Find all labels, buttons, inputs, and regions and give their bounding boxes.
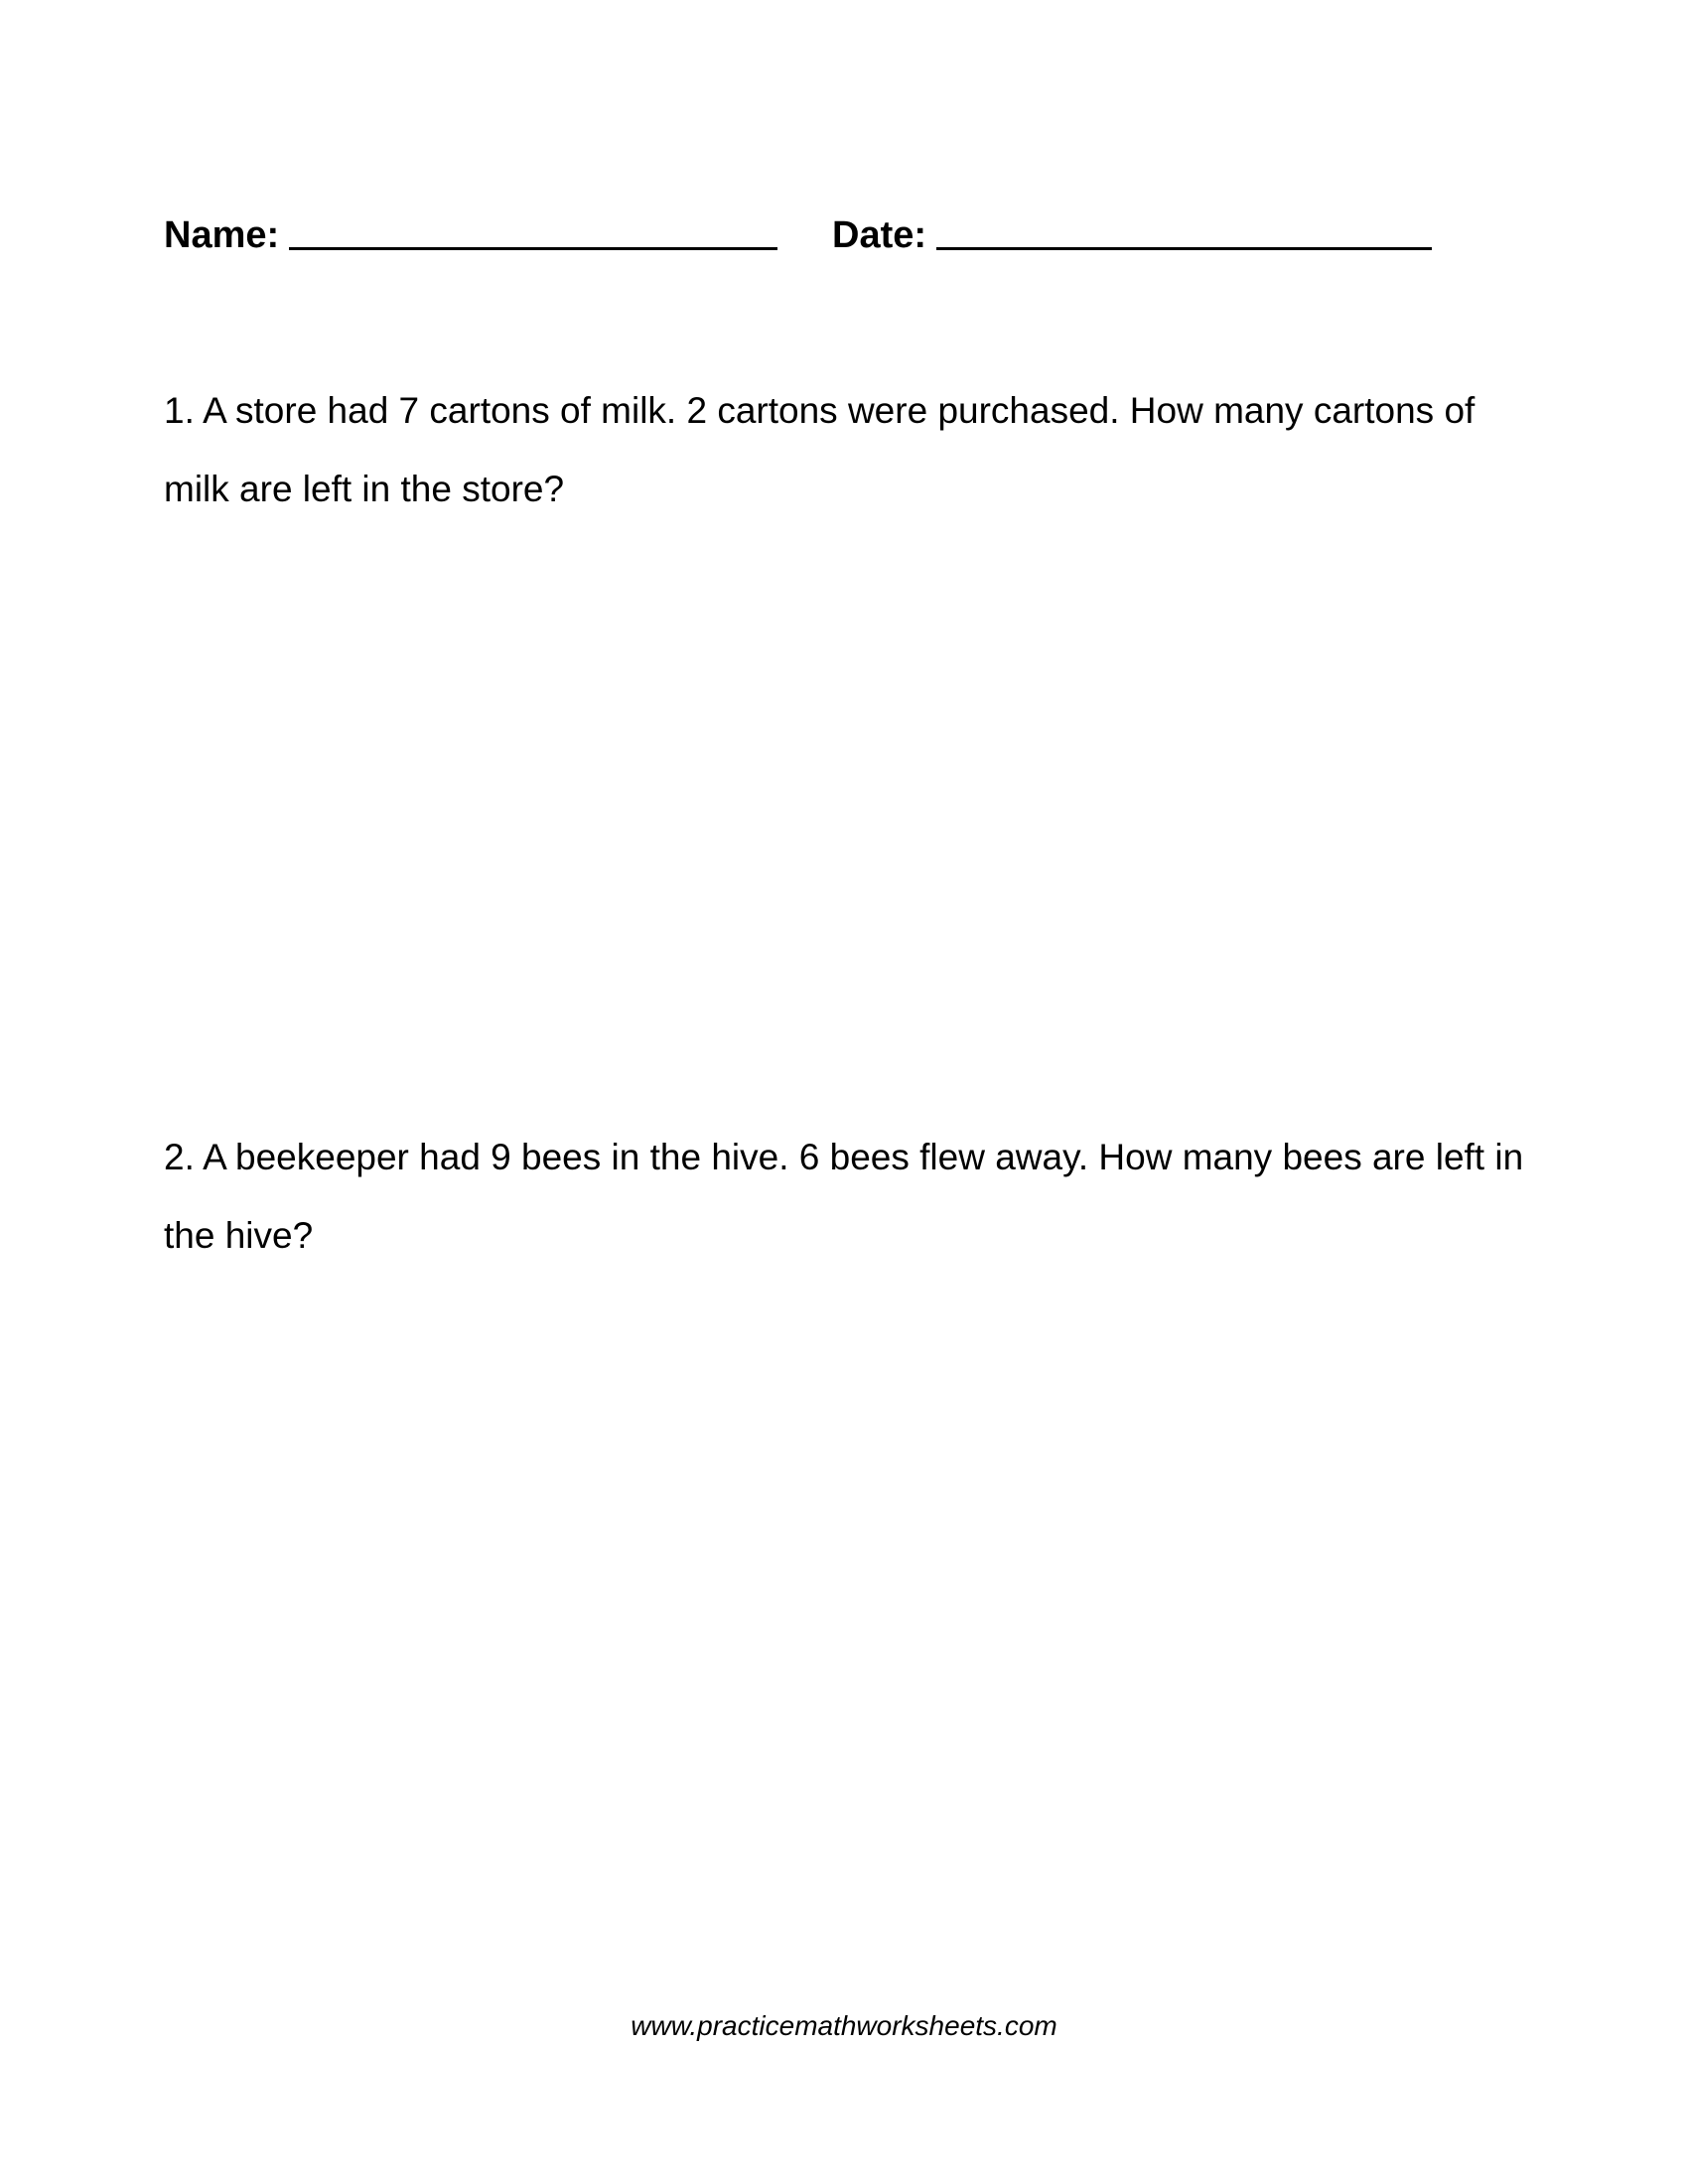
date-label: Date: <box>832 214 927 256</box>
name-blank-line <box>289 209 777 250</box>
name-field <box>164 199 777 258</box>
footer-website: www.practicemathworksheets.com <box>631 2010 1057 2041</box>
date-blank-line <box>936 209 1432 250</box>
name-label: Name: <box>164 214 280 256</box>
problem-1: 1. A store had 7 cartons of milk. 2 cartons were purchased. How many cartons of milk are left in the store? <box>164 390 1476 509</box>
date-field <box>832 199 1432 258</box>
problem-2: 2. A beekeeper had 9 bees in the hive. 6 bees flew away. How many bees are left in the hive? <box>164 1137 1524 1256</box>
worksheet-header <box>164 199 1455 258</box>
